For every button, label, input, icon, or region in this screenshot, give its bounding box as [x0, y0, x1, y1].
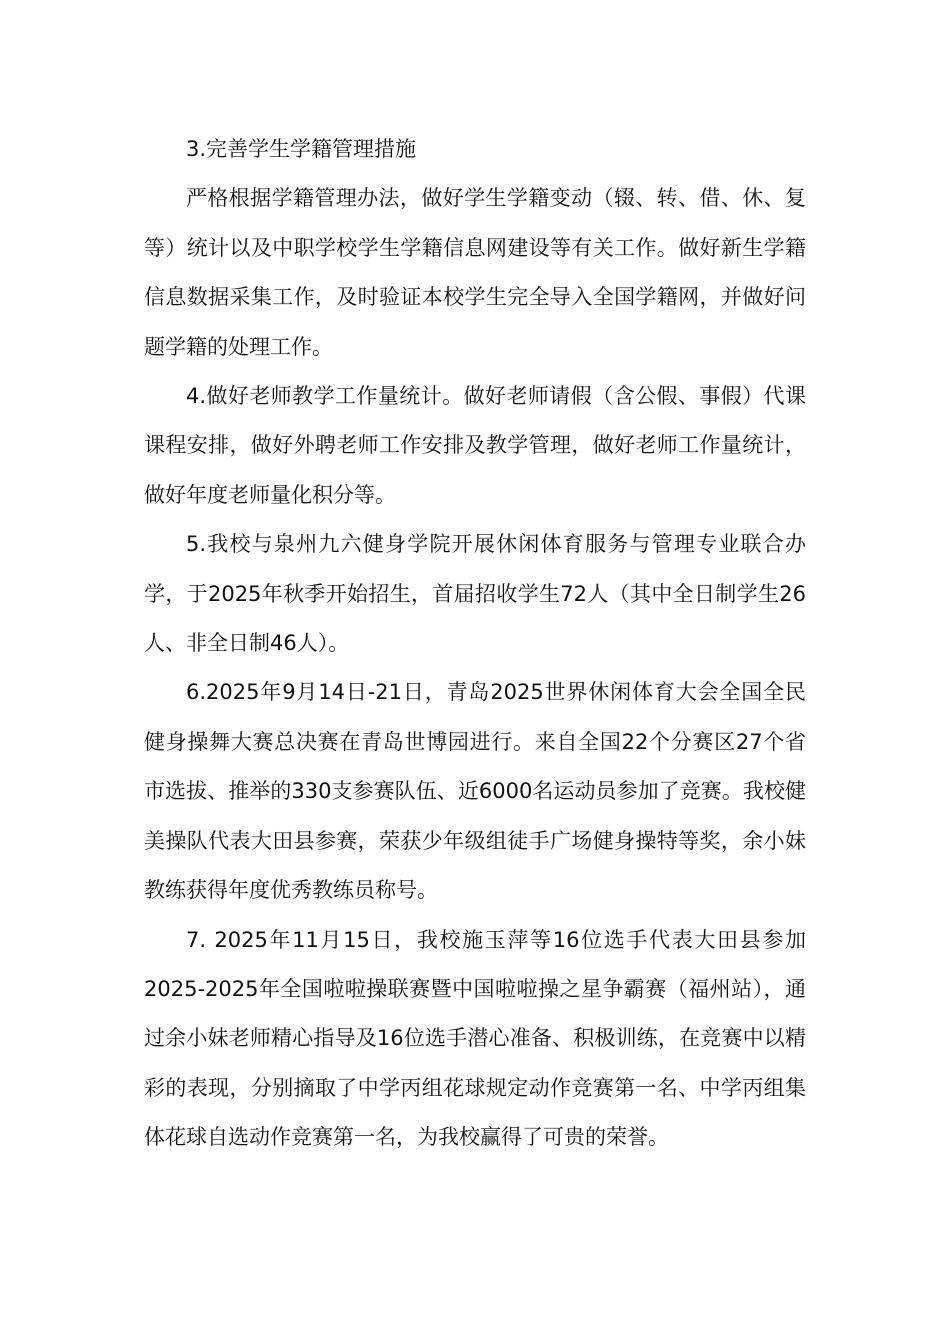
- paragraph-cheerleading-competition: 7. 2025年11月15日，我校施玉萍等16位选手代表大田县参加2025-2025年全国啦啦操联赛暨中国啦啦操之星争霸赛（福州站），通过余小妹老师精心指导及16位选手潜心准备、积极训练，在竞赛中以精彩的表现，分别摘取了中学丙组花球规定动作竞赛第一名、中学丙组集体花球自选动作竞赛第一名，为我校赢得了可贵的荣誉。: [144, 927, 806, 1150]
- paragraph-enrollment-management: 严格根据学籍管理办法，做好学生学籍变动（辍、转、借、休、复等）统计以及中职学校学生学籍信息网建设等有关工作。做好新生学籍信息数据采集工作，及时验证本校学生完全导入全国学籍网，并做好问题学籍的处理工作。: [144, 186, 806, 359]
- document-body: [144, 125, 806, 1163]
- paragraph-teacher-workload: 4.做好老师教学工作量统计。做好老师请假（含公假、事假）代课课程安排，做好外聘老师工作安排及教学管理，做好老师工作量统计，做好年度老师量化积分等。: [144, 384, 806, 507]
- paragraph-fitness-competition: 6.2025年9月14日-21日，青岛2025世界休闲体育大会全国全民健身操舞大赛总决赛在青岛世博园进行。来自全国22个分赛区27个省市选拔、推举的330支参赛队伍、近6000名运动员参加了竞赛。我校健美操队代表大田县参赛，荣获少年级组徒手广场健身操特等奖，余小妹教练获得年度优秀教练员称号。: [144, 680, 806, 903]
- paragraph-joint-program: 5.我校与泉州九六健身学院开展休闲体育服务与管理专业联合办学，于2025年秋季开始招生，首届招收学生72人（其中全日制学生26人、非全日制46人）。: [144, 532, 806, 656]
- section-heading-3: 3.完善学生学籍管理措施: [186, 137, 417, 161]
